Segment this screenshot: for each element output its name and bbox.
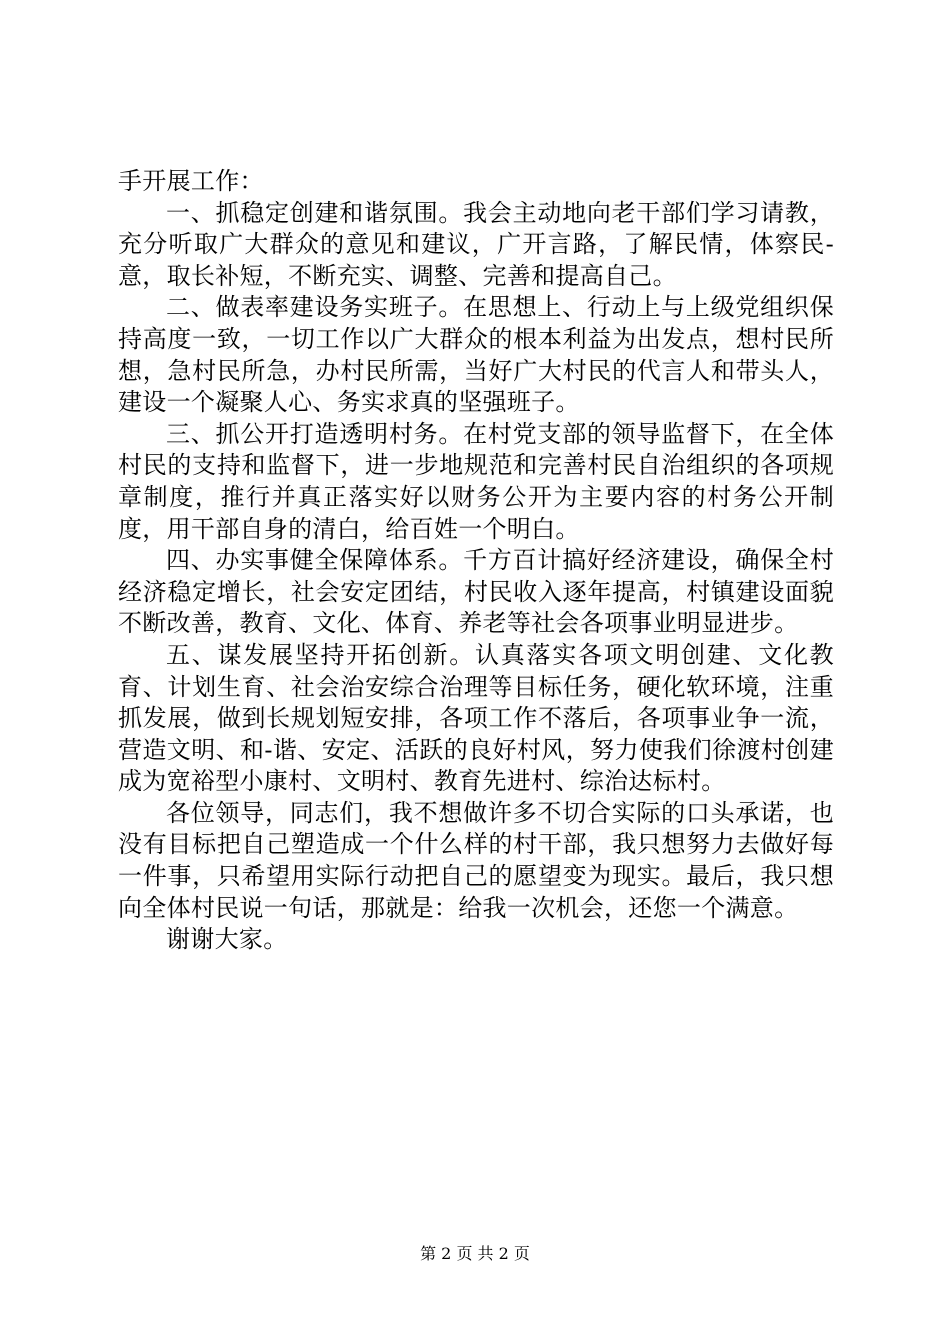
- paragraph-point-5: 五、谋发展坚持开拓创新。认真落实各项文明创建、文化教育、计划生育、社会治安综合治理等目标任务，硬化软环境，注重抓发展，做到长规划短安排，各项工作不落后，各项事业争一流，营造文明、和-谐、安定、活跃的良好村风，努力使我们徐渡村创建成为宽裕型小康村、文明村、教育先进村、综治达标村。: [118, 640, 834, 796]
- paragraph-continuation: 手开展工作：: [118, 167, 264, 195]
- page-footer: 第 2 页 共 2 页: [420, 1244, 530, 1263]
- paragraph-point-1: 一、抓稳定创建和谐氛围。我会主动地向老干部们学习请教，充分听取广大群众的意见和建议，广开言路，了解民情，体察民-意，取长补短，不断充实、调整、完善和提高自己。: [118, 198, 834, 290]
- document-body: [118, 166, 834, 956]
- paragraph-thanks: 谢谢大家。: [166, 925, 288, 954]
- paragraph-point-4: 四、办实事健全保障体系。千方百计搞好经济建设，确保全村经济稳定增长，社会安定团结，村民收入逐年提高，村镇建设面貌不断改善，教育、文化、体育、养老等社会各项事业明显进步。: [118, 546, 834, 638]
- paragraph-point-2: 二、做表率建设务实班子。在思想上、行动上与上级党组织保持高度一致，一切工作以广大群众的根本利益为出发点，想村民所想，急村民所急，办村民所需，当好广大村民的代言人和带头人，建设一个凝聚人心、务实求真的坚强班子。: [118, 293, 834, 417]
- paragraph-closing: 各位领导，同志们，我不想做许多不切合实际的口头承诺，也没有目标把自己塑造成一个什么样的村干部，我只想努力去做好每一件事，只希望用实际行动把自己的愿望变为现实。最后，我只想向全体村民说一句话，那就是：给我一次机会，还您一个满意。: [118, 798, 834, 922]
- paragraph-point-3: 三、抓公开打造透明村务。在村党支部的领导监督下，在全体村民的支持和监督下，进一步地规范和完善村民自治组织的各项规章制度，推行并真正落实好以财务公开为主要内容的村务公开制度，用干部自身的清白，给百姓一个明白。: [118, 419, 834, 543]
